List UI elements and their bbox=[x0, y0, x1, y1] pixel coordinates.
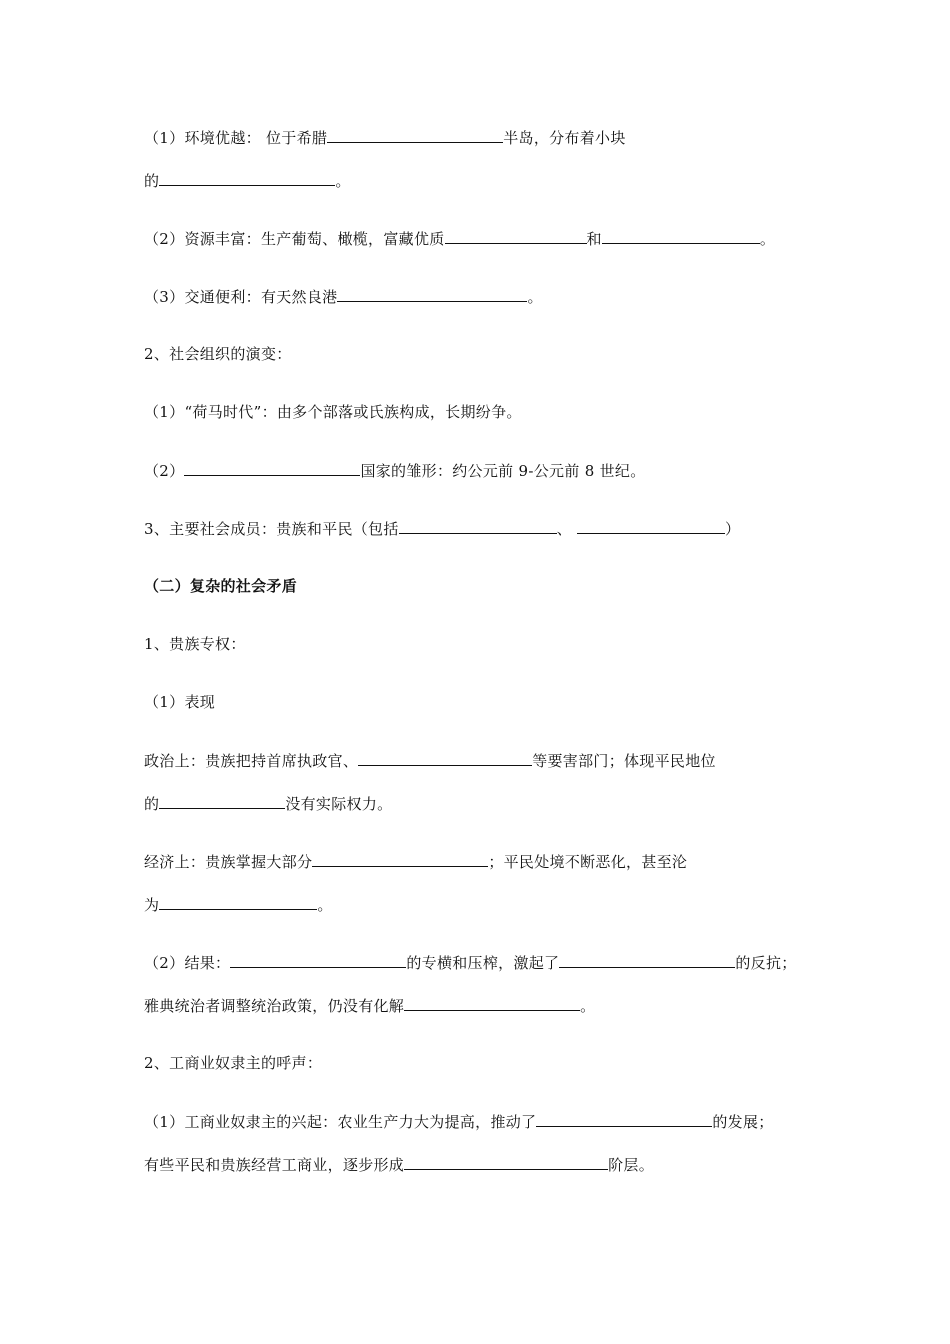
line-environment-cont bbox=[144, 170, 351, 191]
line-economic bbox=[144, 851, 687, 872]
text: 。 bbox=[580, 997, 596, 1015]
text: 政治上：贵族把持首席执政官、 bbox=[144, 752, 359, 770]
line-merchant-rise bbox=[144, 1111, 774, 1132]
text: 1、贵族专权： bbox=[144, 635, 246, 653]
text: 经济上：贵族掌握大部分 bbox=[144, 853, 313, 871]
fill-blank[interactable] bbox=[577, 518, 725, 534]
text: 阶层。 bbox=[608, 1156, 655, 1174]
text: 。 bbox=[527, 288, 543, 306]
fill-blank[interactable] bbox=[559, 952, 735, 968]
fill-blank[interactable] bbox=[337, 286, 527, 302]
text: 没有实际权力。 bbox=[285, 795, 393, 813]
text: 3、主要社会成员：贵族和平民（包括 bbox=[144, 520, 399, 538]
text: 2、社会组织的演变： bbox=[144, 345, 292, 363]
text: 和 bbox=[586, 230, 602, 248]
text: （2）结果： bbox=[144, 954, 231, 972]
section-heading-social-conflict bbox=[144, 576, 297, 596]
text: 的发展； bbox=[712, 1113, 774, 1131]
line-social-members bbox=[144, 518, 740, 539]
line-state-embryo bbox=[144, 460, 646, 481]
text: 半岛，分布着小块 bbox=[503, 129, 626, 147]
text: 的 bbox=[144, 172, 160, 190]
fill-blank[interactable] bbox=[159, 793, 285, 809]
fill-blank[interactable] bbox=[159, 894, 317, 910]
line-resources bbox=[144, 228, 775, 249]
text: 。 bbox=[335, 172, 351, 190]
fill-blank[interactable] bbox=[327, 127, 503, 143]
text: 的专横和压榨，激起了 bbox=[406, 954, 560, 972]
text: （1）“荷马时代”：由多个部落或氏族构成，长期纷争。 bbox=[144, 403, 522, 421]
fill-blank[interactable] bbox=[404, 995, 580, 1011]
text: 。 bbox=[759, 230, 776, 248]
heading-aristocratic-rule bbox=[144, 634, 246, 654]
text: 国家的雏形：约公元前 9-公元前 8 世纪。 bbox=[360, 462, 646, 480]
fill-blank[interactable] bbox=[159, 170, 335, 186]
heading-merchant-voice bbox=[144, 1053, 322, 1073]
line-homer-era bbox=[144, 402, 522, 422]
line-political bbox=[144, 750, 716, 771]
text: 有些平民和贵族经营工商业，逐步形成 bbox=[144, 1156, 405, 1174]
line-result-cont bbox=[144, 995, 595, 1016]
text: （1）表现 bbox=[144, 693, 216, 711]
line-result bbox=[144, 952, 797, 973]
text: （3）交通便利：有天然良港 bbox=[144, 288, 338, 306]
line-manifestation bbox=[144, 692, 215, 712]
text: 。 bbox=[317, 896, 333, 914]
line-political-cont bbox=[144, 793, 392, 814]
line-merchant-rise-cont bbox=[144, 1154, 654, 1175]
fill-blank[interactable] bbox=[445, 228, 587, 244]
text: （1）工商业奴隶主的兴起：农业生产力大为提高，推动了 bbox=[144, 1113, 537, 1131]
line-transport bbox=[144, 286, 543, 307]
text: ；平民处境不断恶化，甚至沦 bbox=[488, 853, 688, 871]
text: 、 bbox=[556, 520, 578, 538]
text: （2）资源丰富：生产葡萄、橄榄，富藏优质 bbox=[144, 230, 445, 248]
fill-blank[interactable] bbox=[358, 750, 532, 766]
fill-blank[interactable] bbox=[230, 952, 406, 968]
text: （二）复杂的社会矛盾 bbox=[144, 577, 298, 595]
fill-blank[interactable] bbox=[536, 1111, 712, 1127]
line-economic-cont bbox=[144, 894, 333, 915]
text: （1）环境优越： 位于希腊 bbox=[144, 129, 328, 147]
fill-blank[interactable] bbox=[312, 851, 488, 867]
heading-social-organization bbox=[144, 344, 292, 364]
line-environment bbox=[144, 127, 626, 148]
fill-blank[interactable] bbox=[399, 518, 557, 534]
text: ） bbox=[725, 520, 741, 538]
fill-blank[interactable] bbox=[404, 1154, 608, 1170]
text: 的 bbox=[144, 795, 160, 813]
text: （2） bbox=[144, 462, 185, 480]
fill-blank[interactable] bbox=[602, 228, 760, 244]
text: 雅典统治者调整统治政策，仍没有化解 bbox=[144, 997, 405, 1015]
text: 的反抗； bbox=[735, 954, 797, 972]
text: 等要害部门；体现平民地位 bbox=[532, 752, 716, 770]
fill-blank[interactable] bbox=[184, 460, 360, 476]
text: 为 bbox=[144, 896, 160, 914]
text: 2、工商业奴隶主的呼声： bbox=[144, 1054, 323, 1072]
